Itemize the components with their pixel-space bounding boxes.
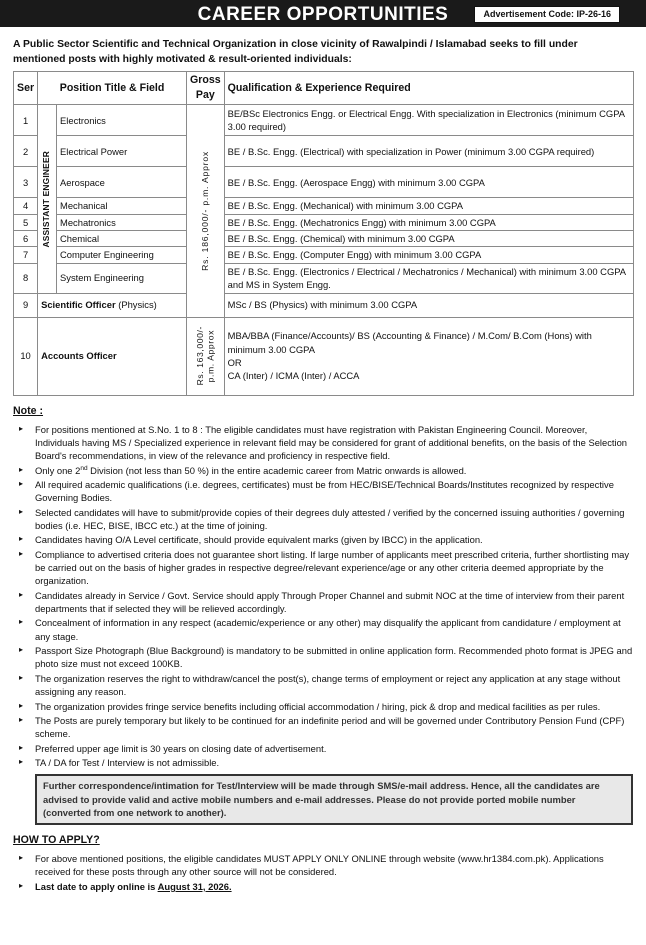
accounts-qual-or: OR [227, 357, 242, 369]
qual-cell: BE / B.Sc. Engg. (Electrical) with specialization in Power (minimum 3.00 CGPA required) [224, 136, 633, 167]
header-banner [0, 0, 646, 27]
list-item: ▸ For positions mentioned at S.No. 1 to 8 : The eligible candidates must have registration with Pakistan Engineering Council. Moreover, Individuals having MS / Specialized experience in relevant field may be considered for grant of additional benefits, on the basis of the Selection Board's recommendations, in view of the relevance and proficiency in respective field. [13, 423, 633, 463]
last-date-value: August 31, 2026. [157, 880, 232, 892]
positions-table [13, 71, 634, 395]
accounts-officer-title: Accounts Officer [38, 317, 187, 395]
ser-cell: 1 [14, 105, 38, 136]
table-row [14, 247, 634, 263]
list-item: ▸ For above mentioned positions, the eligible candidates MUST APPLY ONLY ONLINE through website (www.hr1384.com.pk). Applications received for these posts through any other source will not be considered. [13, 852, 633, 879]
table-row [14, 263, 634, 293]
field-cell: Aerospace [57, 167, 187, 198]
table-header-row [14, 72, 634, 105]
ser-cell: 6 [14, 230, 38, 246]
pay-accounts: Rs. 163,000/- p.m. Approx [194, 326, 216, 386]
note-heading-colon: : [36, 404, 44, 417]
note-heading-text: Note [13, 404, 37, 417]
header-qualification: Qualification & Experience Required [224, 72, 633, 105]
pay-cell-engineer [187, 105, 225, 317]
table-row [14, 214, 634, 230]
list-item: ▸ The organization provides fringe service benefits including official accommodation / hiring, pick & drop and medical facilities as per rules. [13, 700, 633, 713]
field-cell: Chemical [57, 230, 187, 246]
page-title: CAREER OPPORTUNITIES [197, 4, 449, 25]
ser-cell: 7 [14, 247, 38, 263]
qual-cell: BE / B.Sc. Engg. (Mechanical) with minimum 3.00 CGPA [224, 198, 633, 214]
list-item: ▸ Selected candidates will have to submit/provide copies of their degrees duly attested / verified by the concerned issuing authorities / governing bodies (i.e. HEC, BISE, IBCC etc.) at the time of joining. [13, 506, 633, 533]
list-item: ▸ Preferred upper age limit is 30 years on closing date of advertisement. [13, 742, 633, 755]
division-text: Division (not less than 50 %) in the entire academic career from Matric onwards is allowed. [87, 464, 467, 476]
ser-cell: 5 [14, 214, 38, 230]
scientific-officer-title: Scientific Officer [41, 299, 116, 311]
how-to-apply-heading: HOW TO APPLY? [13, 834, 100, 847]
ser-cell: 9 [14, 293, 38, 317]
field-cell: Electronics [57, 105, 187, 136]
ser-cell: 3 [14, 167, 38, 198]
group-cell [38, 105, 57, 293]
group-label: ASSISTANT ENGINEER [41, 150, 52, 248]
list-item: ▸ Concealment of information in any respect (academic/experience or any other) may disqualify the applicant from candidature / employment at any stage. [13, 616, 633, 643]
field-cell: Electrical Power [57, 136, 187, 167]
ser-cell: 8 [14, 263, 38, 293]
division-sup: nd [80, 464, 88, 472]
list-item: ▸ The Posts are purely temporary but likely to be continued for an indefinite period and will be governed under Contributory Pension Fund (CPF) scheme. [13, 714, 633, 741]
table-row [14, 230, 634, 246]
pay-cell-accounts [187, 317, 225, 395]
correspondence-callout: Further correspondence/intimation for Test/Interview will be made through SMS/e-mail address. Hence, all the candidates are advised to provide valid and active mobile numbers and e-mail addresses. Please do not provide ported mobile number (converted from one network to another). [35, 774, 633, 825]
pay-engineer: Rs. 186,000/- p.m. Approx [200, 150, 211, 271]
qual-cell: BE / B.Sc. Engg. (Aerospace Engg) with minimum 3.00 CGPA [224, 167, 633, 198]
ser-cell: 4 [14, 198, 38, 214]
advertisement-code: Advertisement Code: IP-26-16 [474, 6, 620, 23]
field-cell: Mechanical [57, 198, 187, 214]
qual-cell: BE / B.Sc. Engg. (Chemical) with minimum 3.00 CGPA [224, 230, 633, 246]
ser-cell: 10 [14, 317, 38, 395]
table-row [14, 136, 634, 167]
list-item: ▸ Compliance to advertised criteria does not guarantee short listing. If large number of applicants meet prescribed criteria, further shortlisting may be carried out on the basis of higher grades in respective degree/relevant experience/age or any other criteria deemed appropriate by the organization. [13, 548, 633, 588]
list-item: ▸ Passport Size Photograph (Blue Background) is mandatory to be submitted in online application form. Recommended photo format is JPEG and photo size must not exceed 100KB. [13, 644, 633, 671]
qual-cell: BE/BSc Electronics Engg. or Electrical Engg. With specialization in Electronics (minimum CGPA 3.00 required) [224, 105, 633, 136]
qual-cell: BE / B.Sc. Engg. (Mechatronics Engg) with minimum 3.00 CGPA [224, 214, 633, 230]
division-text: Only one 2 [35, 464, 81, 476]
table-row [14, 293, 634, 317]
field-cell: Mechatronics [57, 214, 187, 230]
accounts-qual-line: MBA/BBA (Finance/Accounts)/ BS (Accounting & Finance) / M.Com/ B.Com (Hons) with minimum 3.00 CGPA [227, 330, 592, 355]
last-date-item [13, 880, 633, 893]
accounts-qual-line: CA (Inter) / ICMA (Inter) / ACCA [227, 370, 360, 382]
qual-cell: BE / B.Sc. Engg. (Electronics / Electrical / Mechatronics / Mechanical) with minimum 3.00 CGPA and MS in System Engg. [224, 263, 633, 293]
list-item: ▸ Candidates having O/A Level certificate, should provide equivalent marks (given by IBCC) in the application. [13, 533, 633, 546]
note-heading [13, 404, 633, 419]
field-cell: System Engineering [57, 263, 187, 293]
field-cell-scientific [38, 293, 187, 317]
table-row [14, 167, 634, 198]
table-row [14, 105, 634, 136]
header-ser: Ser [14, 72, 38, 105]
header-position: Position Title & Field [38, 72, 187, 105]
list-item: ▸ Candidates already in Service / Govt. Service should apply Through Proper Channel and submit NOC at the time of interview from their parent departments that if selected they will be relieved accordingly. [13, 589, 633, 616]
apply-list [13, 852, 633, 893]
list-item [13, 464, 633, 477]
list-item: ▸ TA / DA for Test / Interview is not admissible. [13, 756, 633, 769]
table-row [14, 317, 634, 395]
scientific-officer-field: (Physics) [115, 299, 157, 311]
notes-list [13, 423, 633, 770]
intro-text: A Public Sector Scientific and Technical Organization in close vicinity of Rawalpindi / Islamabad seeks to fill under mentioned posts with highly motivated & result-oriented individuals: [13, 39, 578, 66]
qual-cell: MSc / BS (Physics) with minimum 3.00 CGPA [224, 293, 633, 317]
header-pay: Gross Pay [187, 72, 225, 105]
list-item: ▸ All required academic qualifications (i.e. degrees, certificates) must be from HEC/BISE/Technical Boards/Institutes recognized by respective Governing Bodies. [13, 478, 633, 505]
last-date-label: Last date to apply online is [35, 880, 158, 892]
qual-cell-accounts [224, 317, 633, 395]
list-item: ▸ The organization reserves the right to withdraw/cancel the post(s), change terms of employment or reject any application at any stage without assigning any reason. [13, 672, 633, 699]
field-cell: Computer Engineering [57, 247, 187, 263]
table-row [14, 198, 634, 214]
qual-cell: BE / B.Sc. Engg. (Computer Engg) with minimum 3.00 CGPA [224, 247, 633, 263]
ser-cell: 2 [14, 136, 38, 167]
